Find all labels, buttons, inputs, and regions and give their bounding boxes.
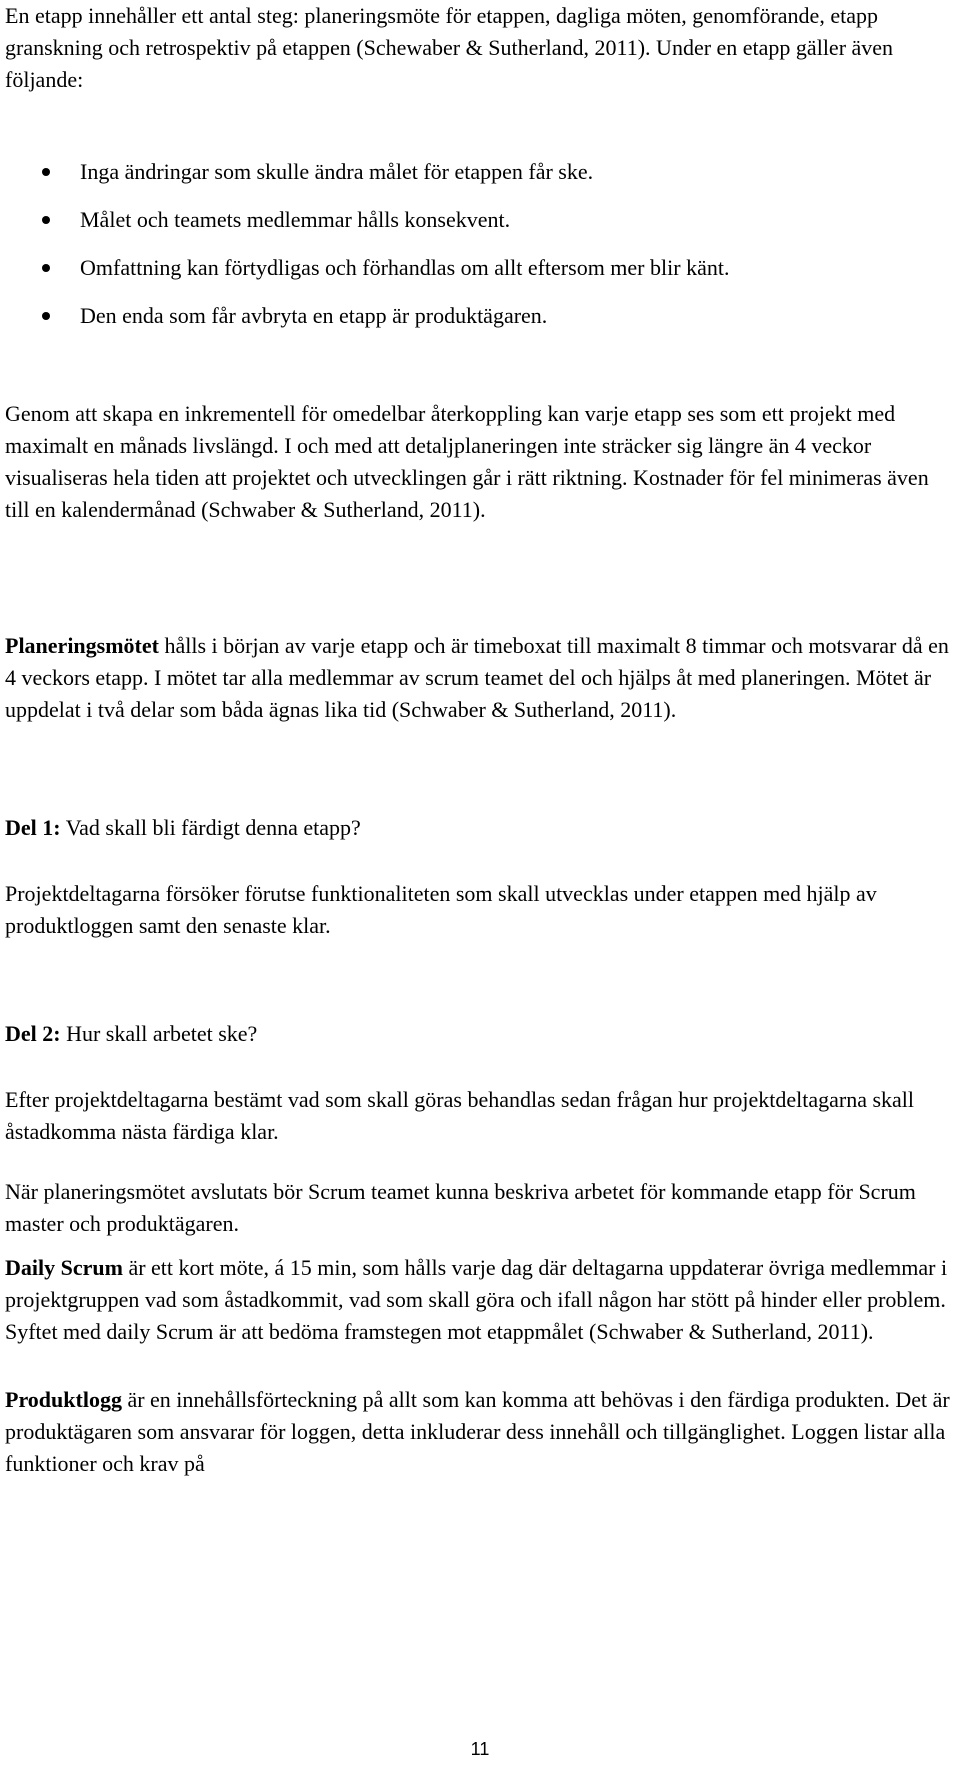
conclusion-paragraph: När planeringsmötet avslutats bör Scrum teamet kunna beskriva arbetet för kommande etapp för Scrum master och produktägaren. (5, 1179, 916, 1236)
bullet-icon (42, 312, 50, 320)
rules-list (0, 148, 960, 340)
backlog-term: Produktlogg (5, 1387, 122, 1412)
bullet-icon (42, 216, 50, 224)
list-item-text: Målet och teamets medlemmar hålls konsekvent. (80, 207, 511, 232)
list-item (0, 148, 960, 196)
list-item (0, 292, 960, 340)
list-item (0, 196, 960, 244)
list-item-text: Den enda som får avbryta en etapp är produktägaren. (80, 303, 548, 328)
planning-text: hålls i början av varje etapp och är timeboxat till maximalt 8 timmar och motsvarar då en 4 veckors etapp. I mötet tar alla medlemmar av scrum teamet del och hjälps åt med planeringen. Mötet är uppdelat i två delar som båda ägnas lika tid (Schwaber & Sutherland, 2011). (5, 633, 949, 722)
bullet-icon (42, 264, 50, 272)
part1-label: Del 1: (5, 815, 61, 840)
part1-paragraph: Projektdeltagarna försöker förutse funktionaliteten som skall utvecklas under etappen med hjälp av produktloggen samt den senaste klar. (5, 881, 877, 938)
part2-question: Hur skall arbetet ske? (60, 1021, 258, 1046)
page-number: 11 (470, 1739, 490, 1759)
daily-scrum-term: Daily Scrum (5, 1255, 123, 1280)
list-item-text: Omfattning kan förtydligas och förhandlas om allt eftersom mer blir känt. (80, 255, 730, 280)
list-item (0, 244, 960, 292)
daily-scrum-paragraph (5, 1252, 953, 1348)
part1-heading (5, 812, 953, 844)
part2-paragraph: Efter projektdeltagarna bestämt vad som skall göras behandlas sedan frågan hur projektdeltagarna skall åstadkomma nästa färdiga klar. (5, 1087, 915, 1144)
planning-paragraph (5, 630, 953, 726)
list-item-text: Inga ändringar som skulle ändra målet för etappen får ske. (80, 159, 594, 184)
planning-term: Planeringsmötet (5, 633, 159, 658)
backlog-text: är en innehållsförteckning på allt som kan komma att behövas i den färdiga produkten. Det är produktägaren som ansvarar för loggen, detta inkluderar dess innehåll och tillgänglighet. Loggen listar alla funktioner och krav på (5, 1387, 950, 1476)
backlog-paragraph (5, 1384, 953, 1480)
bullet-icon (42, 168, 50, 176)
part2-label: Del 2: (5, 1021, 61, 1046)
daily-scrum-text: är ett kort möte, á 15 min, som hålls varje dag där deltagarna uppdaterar övriga medlemmar i projektgruppen vad som åstadkommit, vad som skall göra och ifall någon har stött på hinder eller problem. Syftet med daily Scrum är att bedöma framstegen mot etappmålet (Schwaber & Sutherland, 2011). (5, 1255, 948, 1344)
part1-question: Vad skall bli färdigt denna etapp? (60, 815, 361, 840)
intro-paragraph: En etapp innehåller ett antal steg: planeringsmöte för etappen, dagliga möten, genomförande, etapp granskning och retrospektiv på etappen (Schewaber & Sutherland, 2011). Under en etapp gäller även följande: (5, 3, 894, 92)
part2-heading (5, 1018, 953, 1050)
increment-paragraph: Genom att skapa en inkrementell för omedelbar återkoppling kan varje etapp ses som ett projekt med maximalt en månads livslängd. I och med att detaljplaneringen inte sträcker sig längre än 4 veckor visualiseras hela tiden att projektet och utvecklingen går i rätt riktning. Kostnader för fel minimeras även till en kalendermånad (Schwaber & Sutherland, 2011). (5, 401, 929, 522)
